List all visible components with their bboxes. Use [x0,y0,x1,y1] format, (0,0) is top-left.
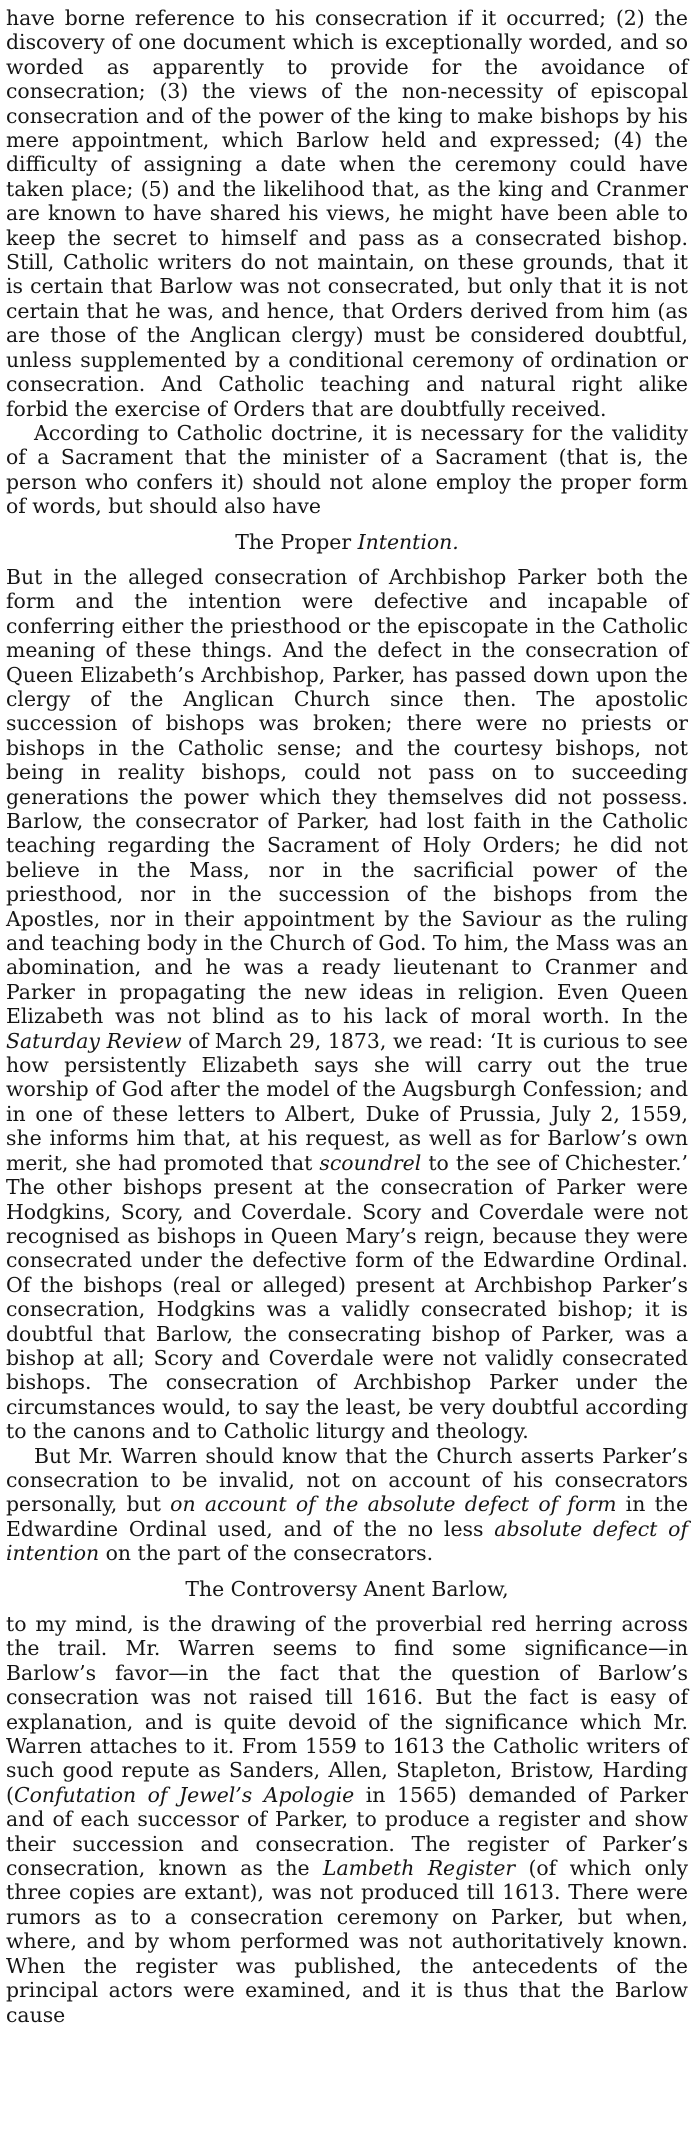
italic-text: Intention. [357,529,459,554]
section-heading [6,530,688,554]
text-run: of March 29, 1873, we read: ‘It is curious to see how persistently Elizabeth says she will carry out the true worship of God after the model of the Augsburgh Confession; and in one of these letters to Albert, Duke of Prussia, July 2, 1559, she informs him that, at his request, as well as for Barlow’s own merit, she had promoted that [6,1028,688,1175]
text-run: have borne reference to his consecration if it occurred; (2) the discovery of one document which is exceptionally worded, and so worded as apparently to provide for the avoidance of consecration; (3) the views of the non-necessity of episcopal consecration and of the power of the king to make bishops by his mere appointment, which Barlow held and expressed; (4) the difficulty of assigning a date when the ceremony could have taken place; (5) and the likelihood that, as the king and Cranmer are known to have shared his views, he might have been able to keep the secret to himself and pass as a consecrated bishop. Still, Catholic writers do not maintain, on these grounds, that it is certain that Barlow was not consecrated, but only that it is not certain that he was, and hence, that Orders derived from him (as are those of the Anglican clergy) must be considered doubtful, unless supplemented by a conditional ceremony of ordination or consecration. And Catholic teaching and natural right alike forbid the exercise of Orders that are doubtfully received. [6,6,688,421]
body-paragraph [6,1444,688,1566]
italic-text: Saturday Review [6,1028,182,1053]
text-run: According to Catholic doctrine, it is necessary for the validity of a Sacrament that the minister of a Sacrament (that is, the person who confers it) should not alone employ the proper form of words, but should also have [6,420,688,519]
italic-text: Confutation of Jewel’s Apologie [13,1782,355,1807]
italic-text: Lambeth Register [322,1856,516,1881]
section-heading [6,1577,688,1601]
text-run: But in the alleged consecration of Archbishop Parker both the form and the intention were defective and incapable of conferring either the priesthood or the episcopate in the Catholic meaning of these things. And the defect in the consecration of Queen Elizabeth’s Archbishop, Parker, has passed down upon the clergy of the Anglican Church since then. The apostolic succession of bishops was broken; there were no priests or bishops in the Catholic sense; and the courtesy bishops, not being in reality bishops, could not pass on to succeeding generations the power which they themselves did not possess. Barlow, the consecrator of Parker, had lost faith in the Catholic teaching regarding the Sacrament of Holy Orders; he did not believe in the Mass, nor in the sacrificial power of the priesthood, nor in the succession of the bishops from the Apostles, nor in their appointment by the Saviour as the ruling and teaching body in the Church of God. To him, the Mass was an abomination, and he was a ready lieutenant to Cranmer and Parker in propagating the new ideas in religion. Even Queen Elizabeth was not blind as to his lack of moral worth. In the [6,564,688,1029]
text-run: to my mind, is the drawing of the proverbial red herring across the trail. Mr. Warren seems to find some significance—in Barlow’s favor—in the fact that the question of Barlow’s consecration was not raised till 1616. But the fact is easy of explanation, and is quite devoid of the significance which Mr. Warren attaches to it. From 1559 to 1613 the Catholic writers of such good repute as Sanders, Allen, Stapleton, Bristow, Harding ( [6,1612,688,1807]
italic-text: scoundrel [319,1150,422,1175]
text-run: But Mr. Warren should know that the Church asserts Parker’s consecration to be invalid, not on account of his consecrators personally, but [6,1443,688,1517]
italic-text: on account of the absolute defect of form [170,1492,617,1517]
italic-text: absolute defect of intention [6,1516,689,1566]
text-run: on the part of the consecrators. [99,1541,434,1566]
text-run: The Controversy Anent Barlow, [185,1576,509,1601]
body-paragraph [6,1612,688,2027]
text-run: The Proper [235,529,358,554]
text-run: in the Edwardine Ordinal used, and of the no less [6,1492,689,1541]
text-run: (of which only three copies are extant), was not produced till 1613. There were rumors as to a consecration ceremony on Parker, but when, where, and by whom performed was not authoritatively known. When the register was published, the antecedents of the principal actors were examined, and it is thus that the Barlow cause [6,1856,688,2027]
body-paragraph [6,565,688,1444]
text-run: to the see of Chichester.’ The other bishops present at the consecration of Parker were Hodgkins, Scory, and Coverdale. Scory and Coverdale were not recognised as bishops in Queen Mary’s reign, because they were consecrated under the defective form of the Edwardine Ordinal. Of the bishops (real or alleged) present at Archbishop Parker’s consecration, Hodgkins was a validly consecrated bishop; it is doubtful that Barlow, the consecrating bishop of Parker, was a bishop at all; Scory and Coverdale were not validly consecrated bishops. The consecration of Archbishop Parker under the circumstances would, to say the least, be very doubtful according to the canons and to Catholic liturgy and theology. [6,1150,688,1444]
text-run: in 1565) demanded of Parker and of each successor of Parker, to produce a register and show their succession and consecration. The register of Parker’s consecration, known as the [6,1782,689,1881]
body-paragraph [6,421,688,519]
body-paragraph [6,6,688,421]
